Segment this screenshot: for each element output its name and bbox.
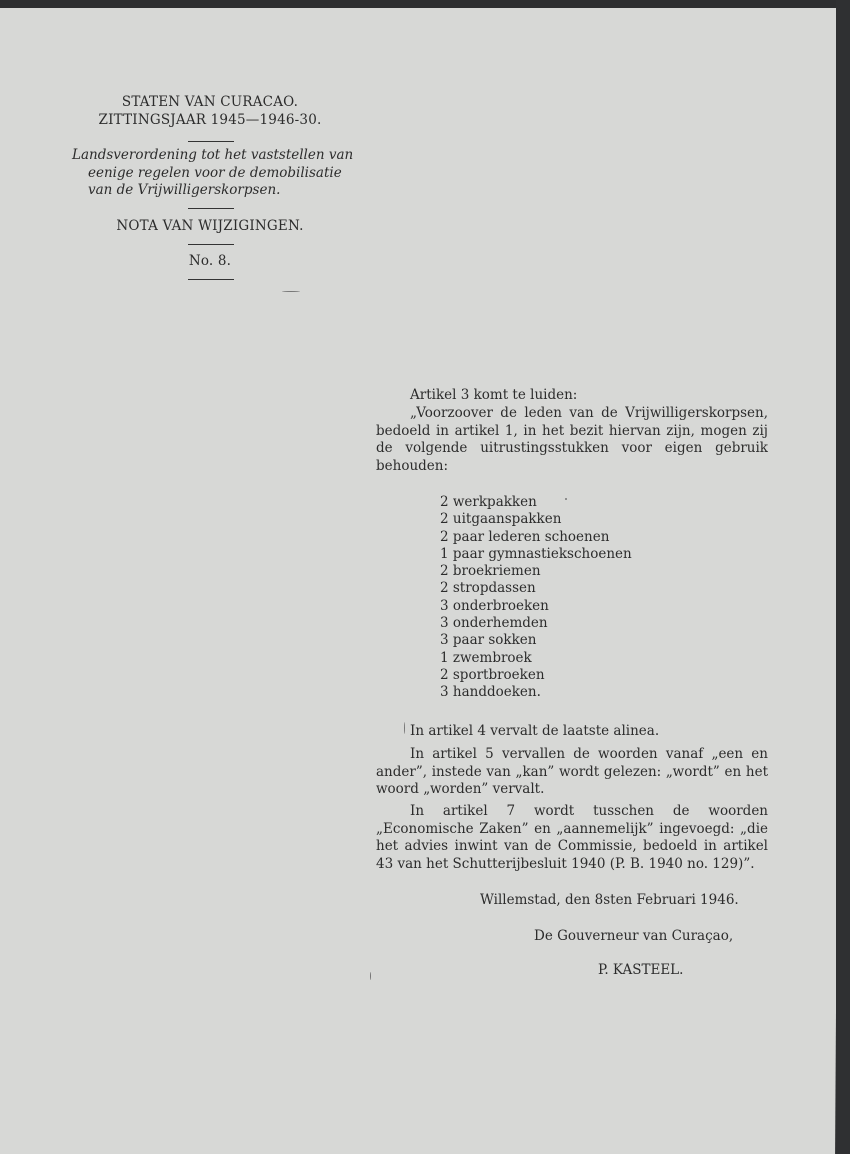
header-subject-line-3: van de Vrijwilligerskorpsen. [88,182,281,198]
article-4-paragraph: In artikel 4 vervalt de laatste alinea. [410,723,660,739]
list-item: 3 onderhemden [440,615,548,632]
list-item: 3 onderbroeken [440,597,549,614]
list-item: 3 paar sokken [440,632,537,649]
equipment-list [440,494,700,702]
list-item: 3 handdoeken. [440,684,541,701]
header-subject-line-2: eenige regelen voor de demobilisatie [88,164,342,181]
list-item: 2 paar lederen schoenen [440,528,610,545]
list-item: 1 zwembroek [440,649,532,666]
list-item: 1 paar gymnastiekschoenen [440,545,632,562]
article-5-paragraph: In artikel 5 vervallen de woorden vanaf „een en ander”, instede van „kan” wordt gelezen: „wordt” en het woord „worden” vervalt. [376,746,768,797]
list-item: 2 stropdassen [440,580,536,597]
list-item: 2 werkpakken [440,494,537,510]
scan-speck [404,722,405,734]
list-item: 2 sportbroeken [440,666,545,683]
scan-speck [370,972,371,980]
list-item: 2 uitgaanspakken [440,511,562,528]
scan-speck [565,498,567,500]
header-title: STATEN VAN CURACAO. [121,94,299,110]
article-7-paragraph: In artikel 7 wordt tusschen de woorden „Economische Zaken” en „aannemelijk” ingevoegd: „die het advies inwint van de Commissie, bedoeld in artikel 43 van het Schutterijbesluit 1940 (P. B. 1940 no. 129)”. [376,803,768,872]
list-item: 2 broekriemen [440,563,541,580]
place-date: Willemstad, den 8sten Februari 1946. [480,892,739,908]
header-subject-line-1: Landsverordening tot het vaststellen van [72,147,354,163]
signatory-name: P. KASTEEL. [598,962,684,978]
header-rule-4 [188,279,234,280]
article-3-quote: „Voorzoover de leden van de Vrijwilligerskorpsen, bedoeld in artikel 1, in het bezit hiervan zijn, mogen zij de volgende uitrustingsstukken voor eigen gebruik behouden: [376,405,768,474]
header-rule-3 [188,244,234,245]
header-rule-2 [188,208,234,209]
scan-speck [282,291,300,292]
signatory-title: De Gouverneur van Curaçao, [534,928,734,944]
scan-top-edge [0,0,850,8]
scan-right-edge [836,0,850,1154]
nota-title: NOTA VAN WIJZIGINGEN. [116,218,304,234]
article-3-intro: Artikel 3 komt te luiden: [410,387,578,403]
header-rule-1 [188,141,234,142]
nota-number: No. 8. [188,253,232,269]
header-session: ZITTINGSJAAR 1945—1946-30. [98,112,322,128]
header-subject [70,147,360,200]
